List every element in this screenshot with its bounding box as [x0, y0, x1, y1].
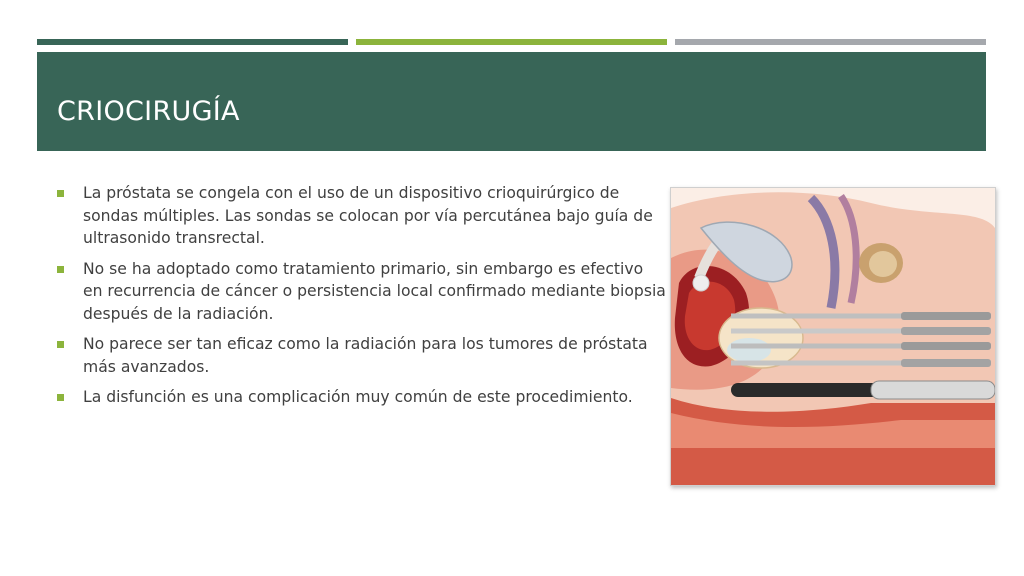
bullet-square-icon: [57, 341, 64, 348]
bullet-text: No se ha adoptado como tratamiento primario, sin embargo es efectivo en recurrencia de cáncer o persistencia local confirmado mediante biopsia después de la radiación.: [83, 259, 666, 323]
bullet-item: [55, 258, 667, 326]
bullet-square-icon: [57, 266, 64, 273]
bullet-item: [55, 182, 667, 250]
bullet-text: La disfunción es una complicación muy común de este procedimiento.: [83, 388, 633, 406]
accent-bar-green: [356, 39, 667, 45]
ice-ball: [727, 338, 771, 362]
bullet-list: [55, 182, 667, 417]
cryoprobe-handle-4: [901, 359, 991, 367]
rectal-tissue-inner: [869, 251, 897, 277]
bullet-square-icon: [57, 190, 64, 197]
ultrasound-handle: [871, 381, 995, 399]
bullet-text: La próstata se congela con el uso de un dispositivo crioquirúrgico de sondas múltiples. Las sondas se colocan por vía percutánea bajo guía de ultrasonido transrectal.: [83, 184, 653, 247]
title-band: [37, 52, 986, 151]
cryoprobe-handle-3: [901, 342, 991, 350]
bullet-item: [55, 386, 667, 409]
anatomy-drawing: [671, 188, 995, 485]
cryoprobe-handle-1: [901, 312, 991, 320]
slide-title: CRIOCIRUGÍA: [57, 96, 240, 127]
accent-bar-gray: [675, 39, 986, 45]
urethra-bulb: [693, 275, 709, 291]
cryoprobe-handle-2: [901, 327, 991, 335]
accent-bar-teal: [37, 39, 348, 45]
bullet-square-icon: [57, 394, 64, 401]
cryosurgery-illustration: [670, 187, 996, 486]
bullet-text: No parece ser tan eficaz como la radiación para los tumores de próstata más avanzados.: [83, 335, 648, 376]
bullet-item: [55, 333, 667, 378]
